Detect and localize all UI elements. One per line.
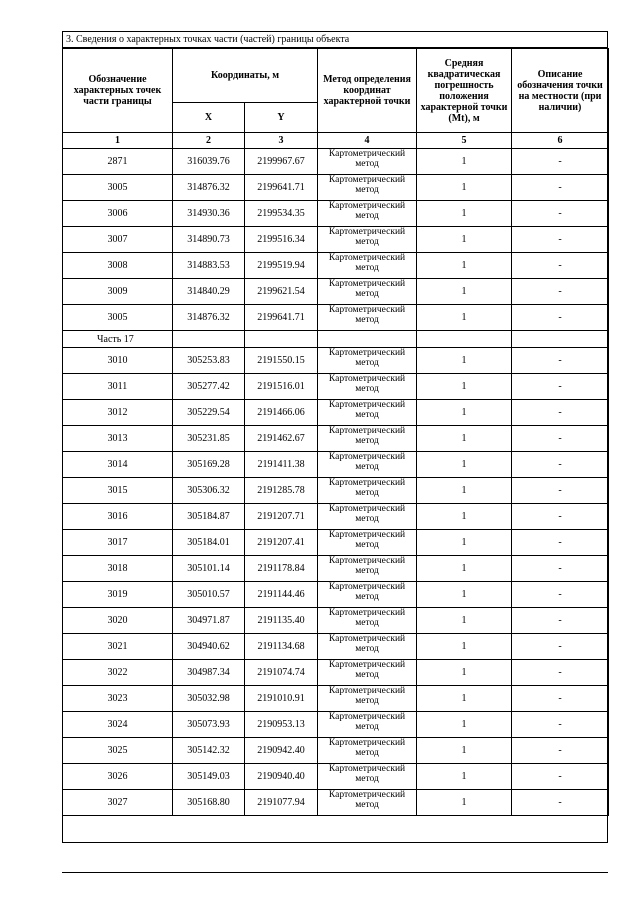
method-line-1: Картометрический — [328, 634, 406, 644]
table-row — [63, 530, 609, 556]
cell-x: 314890.73 — [173, 227, 245, 253]
method-line-2: метод — [355, 384, 379, 394]
cell-description: - — [512, 686, 609, 712]
method-line-1: Картометрический — [328, 478, 406, 488]
cell-method — [318, 348, 417, 374]
cell-error: 1 — [417, 608, 512, 634]
header-row — [63, 49, 609, 103]
cell-description: - — [512, 452, 609, 478]
method-line-2: метод — [355, 566, 379, 576]
method-line-1: Картометрический — [328, 712, 406, 722]
cell-y: 2191010.91 — [245, 686, 318, 712]
cell-point: 3005 — [63, 175, 173, 201]
cell-description: - — [512, 348, 609, 374]
table-row — [63, 504, 609, 530]
column-number: 3 — [245, 133, 318, 149]
cell-error: 1 — [417, 530, 512, 556]
table-row — [63, 452, 609, 478]
cell-description: - — [512, 227, 609, 253]
method-line-2: метод — [355, 722, 379, 732]
cell-x: 305253.83 — [173, 348, 245, 374]
method-line-1: Картометрический — [328, 764, 406, 774]
cell-description: - — [512, 400, 609, 426]
cell-point: 3019 — [63, 582, 173, 608]
cell-y: 2199534.35 — [245, 201, 318, 227]
cell-method — [318, 175, 417, 201]
method-line-2: метод — [355, 748, 379, 758]
method-line-2: метод — [355, 358, 379, 368]
cell-point: 3014 — [63, 452, 173, 478]
cell-y: 2191144.46 — [245, 582, 318, 608]
cell-x: 305169.28 — [173, 452, 245, 478]
cell-error: 1 — [417, 504, 512, 530]
method-line-1: Картометрический — [328, 348, 406, 358]
cell-point: 3017 — [63, 530, 173, 556]
cell-error: 1 — [417, 201, 512, 227]
method-line-1: Картометрический — [328, 175, 406, 185]
table-row — [63, 348, 609, 374]
column-number: 2 — [173, 133, 245, 149]
cell-description: - — [512, 279, 609, 305]
empty-cell — [318, 331, 417, 348]
cell-x: 314876.32 — [173, 175, 245, 201]
table-row — [63, 305, 609, 331]
cell-description: - — [512, 504, 609, 530]
cell-error: 1 — [417, 790, 512, 816]
cell-y: 2199519.94 — [245, 253, 318, 279]
cell-description: - — [512, 149, 609, 175]
table-row — [63, 634, 609, 660]
cell-point: 3006 — [63, 201, 173, 227]
cell-error: 1 — [417, 374, 512, 400]
cell-point: 3020 — [63, 608, 173, 634]
cell-error: 1 — [417, 660, 512, 686]
table-row — [63, 201, 609, 227]
table-row — [63, 582, 609, 608]
method-line-1: Картометрический — [328, 452, 406, 462]
cell-x: 305101.14 — [173, 556, 245, 582]
cell-x: 314876.32 — [173, 305, 245, 331]
header-coordinates: Координаты, м — [173, 49, 318, 103]
header-method: Метод определения координат характерной точки — [318, 49, 417, 133]
column-number: 4 — [318, 133, 417, 149]
table-row — [63, 253, 609, 279]
cell-description: - — [512, 660, 609, 686]
table-row — [63, 400, 609, 426]
method-line-2: метод — [355, 514, 379, 524]
cell-error: 1 — [417, 712, 512, 738]
table-row — [63, 175, 609, 201]
empty-cell — [173, 331, 245, 348]
method-line-2: метод — [355, 670, 379, 680]
method-line-1: Картометрический — [328, 530, 406, 540]
cell-method — [318, 149, 417, 175]
cell-x: 305010.57 — [173, 582, 245, 608]
cell-x: 305184.01 — [173, 530, 245, 556]
cell-method — [318, 400, 417, 426]
method-line-1: Картометрический — [328, 253, 406, 263]
page-bottom-rule — [62, 872, 608, 873]
method-line-1: Картометрический — [328, 790, 406, 800]
document-frame — [62, 31, 608, 843]
cell-point: 3027 — [63, 790, 173, 816]
cell-error: 1 — [417, 452, 512, 478]
empty-cell — [417, 331, 512, 348]
cell-point: 3024 — [63, 712, 173, 738]
cell-x: 314840.29 — [173, 279, 245, 305]
cell-description: - — [512, 556, 609, 582]
cell-y: 2190940.40 — [245, 764, 318, 790]
method-line-2: метод — [355, 592, 379, 602]
cell-y: 2191516.01 — [245, 374, 318, 400]
method-line-2: метод — [355, 774, 379, 784]
header-y: Y — [245, 103, 318, 133]
cell-method — [318, 279, 417, 305]
method-line-2: метод — [355, 185, 379, 195]
cell-error: 1 — [417, 279, 512, 305]
cell-error: 1 — [417, 426, 512, 452]
cell-x: 305229.54 — [173, 400, 245, 426]
table-row — [63, 738, 609, 764]
column-number: 1 — [63, 133, 173, 149]
method-line-1: Картометрический — [328, 227, 406, 237]
cell-description: - — [512, 790, 609, 816]
cell-method — [318, 712, 417, 738]
method-line-1: Картометрический — [328, 686, 406, 696]
cell-x: 305168.80 — [173, 790, 245, 816]
cell-description: - — [512, 634, 609, 660]
cell-y: 2191077.94 — [245, 790, 318, 816]
cell-error: 1 — [417, 764, 512, 790]
cell-description: - — [512, 608, 609, 634]
cell-method — [318, 790, 417, 816]
cell-x: 305032.98 — [173, 686, 245, 712]
cell-y: 2191466.06 — [245, 400, 318, 426]
cell-point: 3011 — [63, 374, 173, 400]
table-row — [63, 374, 609, 400]
cell-x: 304987.34 — [173, 660, 245, 686]
header-error: Средняя квадратическая погрешность положения характерной точки (Mt), м — [417, 49, 512, 133]
cell-x: 305184.87 — [173, 504, 245, 530]
part-row — [63, 331, 609, 348]
cell-x: 316039.76 — [173, 149, 245, 175]
cell-description: - — [512, 201, 609, 227]
method-line-2: метод — [355, 488, 379, 498]
cell-y: 2191207.71 — [245, 504, 318, 530]
column-number: 5 — [417, 133, 512, 149]
cell-method — [318, 530, 417, 556]
cell-method — [318, 227, 417, 253]
method-line-2: метод — [355, 618, 379, 628]
cell-description: - — [512, 582, 609, 608]
cell-error: 1 — [417, 400, 512, 426]
method-line-2: метод — [355, 462, 379, 472]
table-row — [63, 426, 609, 452]
table-row — [63, 712, 609, 738]
method-line-1: Картометрический — [328, 556, 406, 566]
method-line-1: Картометрический — [328, 504, 406, 514]
cell-y: 2191178.84 — [245, 556, 318, 582]
method-line-1: Картометрический — [328, 738, 406, 748]
cell-x: 305277.42 — [173, 374, 245, 400]
cell-error: 1 — [417, 253, 512, 279]
method-line-2: метод — [355, 315, 379, 325]
cell-description: - — [512, 478, 609, 504]
table-row — [63, 608, 609, 634]
column-number-row — [63, 133, 609, 149]
cell-point: 3009 — [63, 279, 173, 305]
method-line-2: метод — [355, 211, 379, 221]
empty-cell — [512, 331, 609, 348]
table-row — [63, 790, 609, 816]
cell-point: 3015 — [63, 478, 173, 504]
table-row — [63, 279, 609, 305]
cell-x: 304940.62 — [173, 634, 245, 660]
table-row — [63, 556, 609, 582]
cell-point: 3007 — [63, 227, 173, 253]
header-description: Описание обозначения точки на местности (при наличии) — [512, 49, 609, 133]
cell-point: 3008 — [63, 253, 173, 279]
method-line-2: метод — [355, 800, 379, 810]
header-point-designation: Обозначение характерных точек части границы — [63, 49, 173, 133]
cell-method — [318, 634, 417, 660]
cell-error: 1 — [417, 556, 512, 582]
cell-y: 2191074.74 — [245, 660, 318, 686]
cell-method — [318, 374, 417, 400]
cell-method — [318, 686, 417, 712]
cell-y: 2191134.68 — [245, 634, 318, 660]
cell-x: 305142.32 — [173, 738, 245, 764]
table-row — [63, 478, 609, 504]
method-line-1: Картометрический — [328, 400, 406, 410]
table-body-before — [63, 149, 609, 331]
cell-point: 3016 — [63, 504, 173, 530]
cell-point: 3010 — [63, 348, 173, 374]
cell-y: 2191462.67 — [245, 426, 318, 452]
method-line-2: метод — [355, 436, 379, 446]
cell-method — [318, 608, 417, 634]
cell-point: 3022 — [63, 660, 173, 686]
header-x: X — [173, 103, 245, 133]
method-line-2: метод — [355, 237, 379, 247]
method-line-2: метод — [355, 644, 379, 654]
method-line-1: Картометрический — [328, 660, 406, 670]
cell-error: 1 — [417, 149, 512, 175]
table-row — [63, 227, 609, 253]
column-number: 6 — [512, 133, 609, 149]
method-line-2: метод — [355, 289, 379, 299]
cell-description: - — [512, 712, 609, 738]
cell-description: - — [512, 253, 609, 279]
method-line-1: Картометрический — [328, 305, 406, 315]
table-row — [63, 660, 609, 686]
method-line-2: метод — [355, 410, 379, 420]
cell-method — [318, 764, 417, 790]
cell-error: 1 — [417, 686, 512, 712]
cell-y: 2191135.40 — [245, 608, 318, 634]
cell-point: 3013 — [63, 426, 173, 452]
cell-point: 3012 — [63, 400, 173, 426]
cell-y: 2191550.15 — [245, 348, 318, 374]
cell-description: - — [512, 764, 609, 790]
cell-x: 305306.32 — [173, 478, 245, 504]
cell-point: 2871 — [63, 149, 173, 175]
cell-error: 1 — [417, 738, 512, 764]
cell-point: 3023 — [63, 686, 173, 712]
method-line-1: Картометрический — [328, 426, 406, 436]
method-line-1: Картометрический — [328, 201, 406, 211]
cell-y: 2199967.67 — [245, 149, 318, 175]
method-line-1: Картометрический — [328, 582, 406, 592]
cell-x: 314883.53 — [173, 253, 245, 279]
cell-method — [318, 504, 417, 530]
cell-y: 2191411.38 — [245, 452, 318, 478]
cell-x: 314930.36 — [173, 201, 245, 227]
cell-method — [318, 253, 417, 279]
cell-y: 2190953.13 — [245, 712, 318, 738]
cell-description: - — [512, 530, 609, 556]
cell-y: 2199621.54 — [245, 279, 318, 305]
cell-method — [318, 660, 417, 686]
cell-method — [318, 582, 417, 608]
cell-x: 305231.85 — [173, 426, 245, 452]
cell-error: 1 — [417, 305, 512, 331]
cell-description: - — [512, 374, 609, 400]
cell-x: 304971.87 — [173, 608, 245, 634]
cell-error: 1 — [417, 175, 512, 201]
cell-method — [318, 426, 417, 452]
cell-error: 1 — [417, 634, 512, 660]
cell-method — [318, 478, 417, 504]
cell-description: - — [512, 426, 609, 452]
method-line-1: Картометрический — [328, 279, 406, 289]
cell-method — [318, 738, 417, 764]
part-section — [63, 331, 609, 348]
cell-point: 3005 — [63, 305, 173, 331]
cell-point: 3026 — [63, 764, 173, 790]
cell-point: 3018 — [63, 556, 173, 582]
cell-description: - — [512, 738, 609, 764]
cell-y: 2199641.71 — [245, 305, 318, 331]
method-line-1: Картометрический — [328, 374, 406, 384]
cell-y: 2199641.71 — [245, 175, 318, 201]
cell-method — [318, 452, 417, 478]
cell-x: 305073.93 — [173, 712, 245, 738]
cell-error: 1 — [417, 582, 512, 608]
method-line-1: Картометрический — [328, 149, 406, 159]
cell-method — [318, 305, 417, 331]
cell-description: - — [512, 305, 609, 331]
cell-description: - — [512, 175, 609, 201]
boundary-points-table — [62, 48, 609, 816]
cell-y: 2199516.34 — [245, 227, 318, 253]
table-body-after — [63, 348, 609, 816]
cell-point: 3025 — [63, 738, 173, 764]
part-label: Часть 17 — [63, 331, 173, 348]
cell-y: 2191285.78 — [245, 478, 318, 504]
method-line-2: метод — [355, 696, 379, 706]
method-line-2: метод — [355, 159, 379, 169]
section-title: 3. Сведения о характерных точках части (частей) границы объекта — [63, 32, 607, 48]
method-line-2: метод — [355, 263, 379, 273]
table-row — [63, 686, 609, 712]
method-line-2: метод — [355, 540, 379, 550]
empty-cell — [245, 331, 318, 348]
table-row — [63, 764, 609, 790]
cell-y: 2190942.40 — [245, 738, 318, 764]
table-row — [63, 149, 609, 175]
cell-error: 1 — [417, 348, 512, 374]
method-line-1: Картометрический — [328, 608, 406, 618]
cell-x: 305149.03 — [173, 764, 245, 790]
cell-error: 1 — [417, 227, 512, 253]
cell-method — [318, 556, 417, 582]
cell-point: 3021 — [63, 634, 173, 660]
cell-error: 1 — [417, 478, 512, 504]
cell-method — [318, 201, 417, 227]
cell-y: 2191207.41 — [245, 530, 318, 556]
